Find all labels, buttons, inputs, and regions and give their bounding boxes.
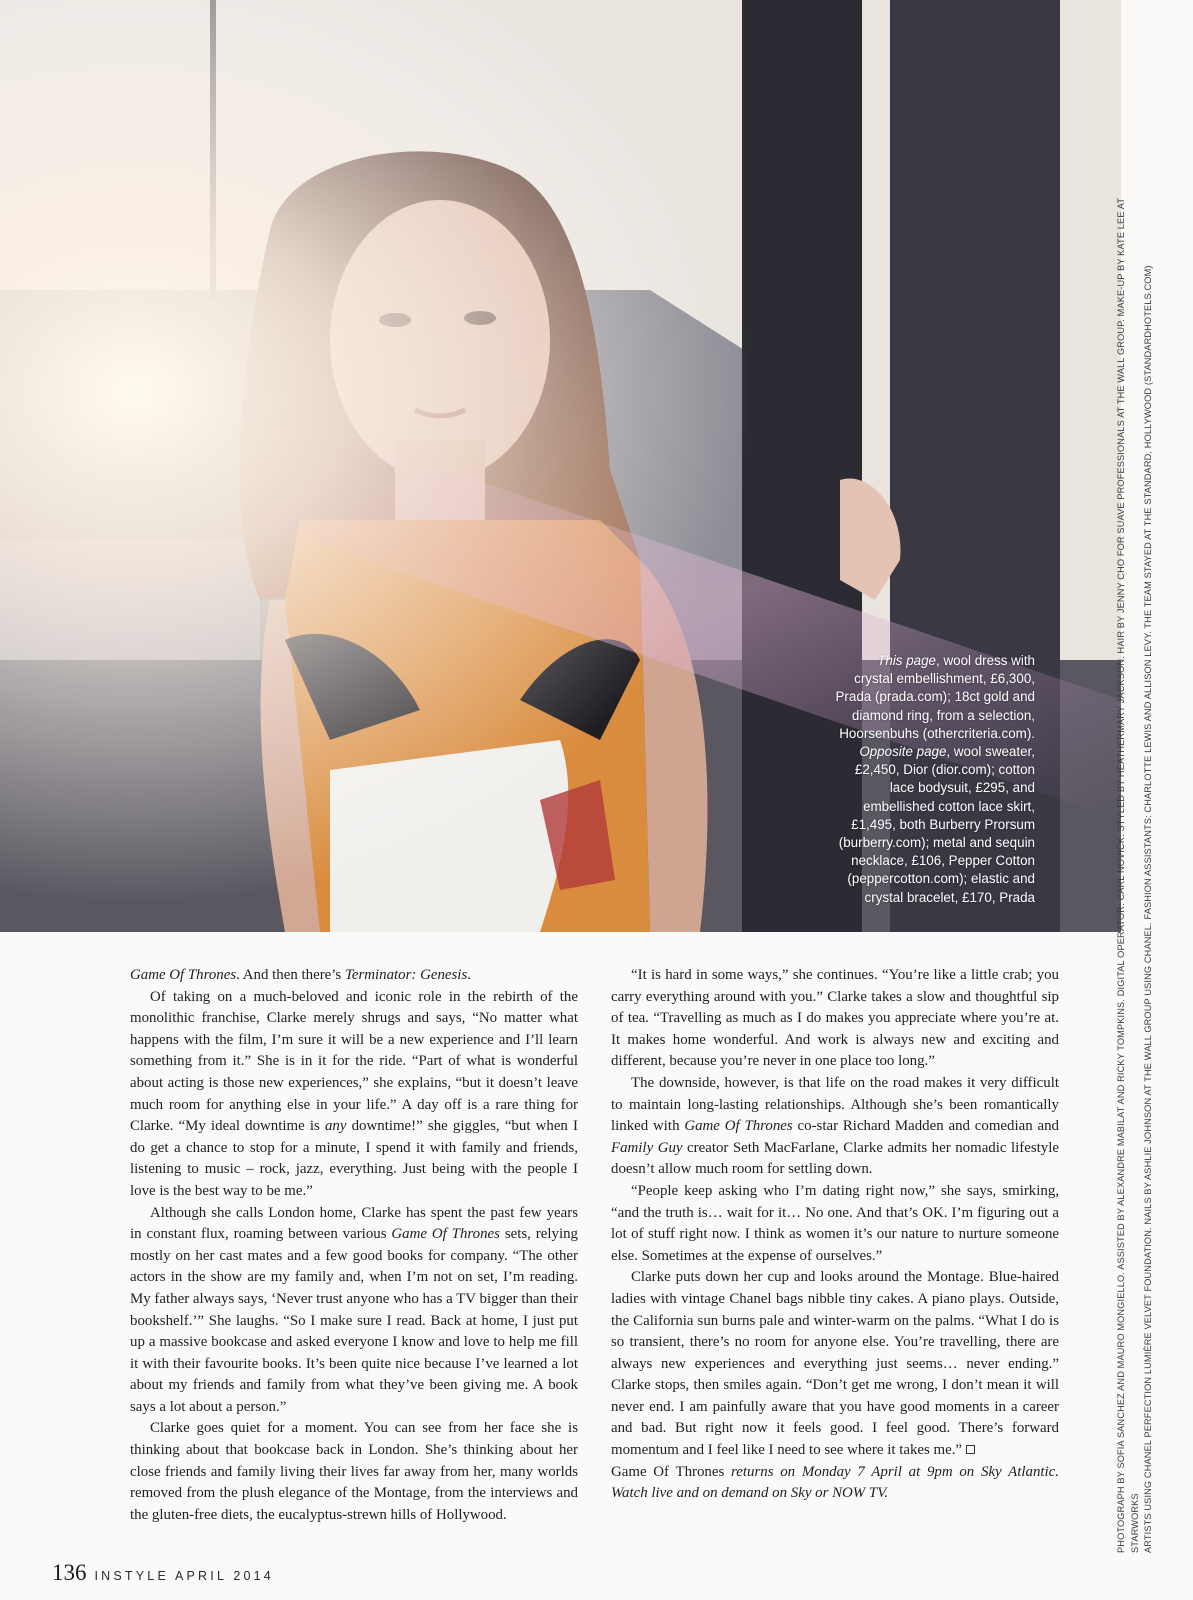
end-of-article-square-icon xyxy=(966,1445,975,1454)
title-reference: Game Of Thrones xyxy=(130,967,237,983)
text-run: sets, relying mostly on her cast mates and a few good books for company. “The other actors in the show are my family and, when I’m not on set, I’m reading. My father always says, ‘Never trust anyone who has a TV bigger than their bookshelf.’” She laughs. “So I make sure I read. Back at home, I just put up a massive bookcase and asked everyone I know and love to help me fill it with their favourite books. It’s been quite nice because I’ve learned a lot about my friends and family from what they’ve been giving me. A book says a lot about a person.” xyxy=(130,1226,578,1415)
text-run: creator Seth MacFarlane, Clarke admits her nomadic lifestyle doesn’t allow much room for settling down. xyxy=(611,1139,1059,1178)
photo-credits xyxy=(1115,170,1155,1553)
paragraph xyxy=(130,965,578,987)
caption-text-opposite-page: , wool sweater, £2,450, Dior (dior.com); cotton lace bodysuit, £295, and embellished cotton lace skirt, £1,495, both Burberry Prorsum (burberry.com); metal and sequin necklace, £106, Pepper Cotton (peppercotton.com); elastic and crystal bracelet, £170, Prada xyxy=(838,744,1035,905)
paragraph xyxy=(130,1203,578,1419)
credits-line-1: PHOTOGRAPH BY SOFIA SANCHEZ AND MAURO MONGIELLO. ASSISTED BY ALEXANDRE MABILAT AND RICKY TOMPKINS. DIGITAL OPERATOR: CARL NOVICK. STYLED BY HEATHERMARY JACKSON. HAIR BY JENNY CHO FOR SUAVE PROFESSIONALS AT THE WALL GROUP. MAKE-UP BY KATE LEE AT STARWORKS xyxy=(1116,198,1140,1553)
text-run: Of taking on a much-beloved and iconic role in the rebirth of the monolithic franchise, Clarke merely shrugs and says, “No matter what happens with the film, I’m sure it will be a new experience and I’ll learn something from it.” She is in it for the ride. “Part of what is wonderful about acting is those new experiences,” she explains, “but it doesn’t leave much room for anything else in your life.” A day off is a rare thing for Clarke. “My ideal downtime is xyxy=(130,988,578,1135)
text-run: Clarke puts down her cup and looks around the Montage. Blue-haired ladies with vintage Chanel bags nibble tiny cakes. A piano plays. Outside, the California sun burns pale and winter-warm on the palms. “What I do is so transient, there’s no room for anyone else. You’re travelling, there are always new experiences and everything just seems… never ending.” Clarke stops, then smiles again. “Don’t get me wrong, I don’t mean it will never end. I am painfully aware that you have good moments in a career and bad. But right now it feels good. I feel good. There’s forward momentum and I feel like I need to see where it takes me.” xyxy=(611,1269,1059,1459)
caption-lead-this-page: This page xyxy=(877,653,937,668)
article-column-left xyxy=(130,965,578,1526)
text-run: . And then there’s xyxy=(236,967,345,983)
text-run: downtime!” she giggles, “but when I do get a chance to stop for a minute, I spend it with family and friends, listening to music – rock, jazz, everything. Just being with the people I love is the best way to be me.” xyxy=(130,1118,578,1199)
title-reference: Terminator: Genesis xyxy=(344,967,468,983)
paragraph: “People keep asking who I’m dating right now,” she says, smirking, “and the truth is… wait for it… No one. And that’s OK. I’m figuring out a lot of stuff right now. I think as women it’s our nature to nurture someone else. Sometimes at the expense of ourselves.” xyxy=(611,1182,1059,1264)
caption-text-this-page: , wool dress with crystal embellishment, £6,300, Prada (prada.com); 18ct gold and diamond ring, from a selection, Hoorsenbuhs (othercriteria.com). xyxy=(835,653,1035,741)
emphasis: any xyxy=(324,1118,347,1135)
text-run: Although she calls London home, Clarke has spent the past few years in constant flux, roaming between various xyxy=(130,1204,578,1243)
page-number: 136 xyxy=(52,1560,87,1585)
paragraph xyxy=(611,1267,1059,1461)
paragraph: “It is hard in some ways,” she continues. “You’re like a little crab; you carry everything around with you.” Clarke takes a slow and thoughtful sip of tea. “Travelling as much as I do makes you appreciate where you’re at. It makes home wonderful. And work is always new and exciting and different, because you’re never in one place too long.” xyxy=(611,967,1059,1070)
broadcast-details: returns on Monday 7 April at 9pm on Sky Atlantic. Watch live and on demand on Sky or NOW TV. xyxy=(611,1463,1059,1502)
text-run: . xyxy=(467,967,471,983)
paragraph: Clarke goes quiet for a moment. You can see from her face she is thinking about that bookcase back in London. She’s thinking about her close friends and family living their lives far away from her, many worlds removed from the plush elegance of the Montage, from the interviews and the gluten-free diets, the eucalyptus-strewn hills of Hollywood. xyxy=(130,1420,578,1523)
paragraph xyxy=(130,987,578,1203)
caption-lead-opposite-page: Opposite page xyxy=(859,744,947,760)
credits-line-2: ARTISTS USING CHANEL PERFECTION LUMIÈRE VELVET FOUNDATION. NAILS BY ASHLIE JOHNSON AT THE WALL GROUP USING CHANEL. FASHION ASSISTANTS: CHARLOTTE LEWIS AND ALLISON LEVY. THE TEAM STAYED AT THE STANDARD, HOLLYWOOD (STANDARDHOTELS.COM) xyxy=(1143,265,1153,1553)
article-column-right xyxy=(611,965,1059,1505)
text-run: The downside, however, is that life on the road makes it very difficult to maintain long-lasting relationships. Although she’s been romantically linked with xyxy=(611,1074,1059,1135)
page-footer xyxy=(52,1560,274,1590)
photo-caption xyxy=(835,652,1035,907)
title-reference: Game Of Thrones xyxy=(391,1226,500,1243)
show-title: Game Of Thrones xyxy=(611,1463,725,1480)
magazine-folio: INSTYLE APRIL 2014 xyxy=(94,1569,274,1583)
paragraph xyxy=(611,1073,1059,1181)
broadcast-note xyxy=(611,1462,1059,1505)
title-reference: Game Of Thrones xyxy=(684,1118,793,1135)
title-reference: Family Guy xyxy=(611,1139,683,1156)
text-run: co-star Richard Madden and comedian and xyxy=(792,1118,1059,1135)
